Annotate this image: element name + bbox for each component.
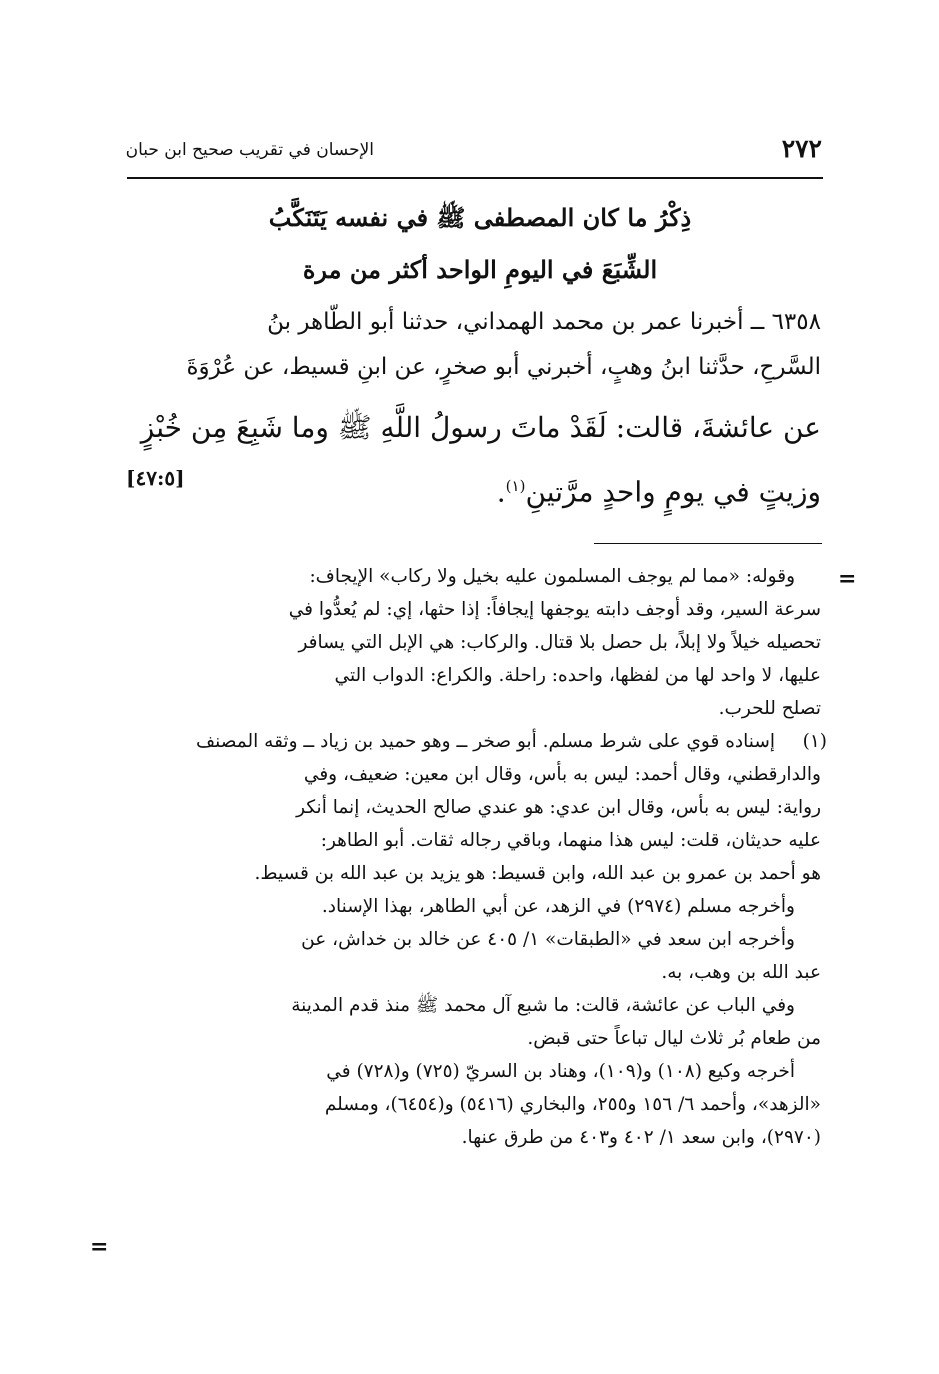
running-header-title: الإحسان في تقريب صحيح ابن حبان [125, 140, 374, 160]
matn-line-1: عن عائشةَ، قالت: لَقَدْ ماتَ رسولُ اللَّهِ ﷺ وما شَبِعَ مِن خُبْزٍ [140, 411, 821, 444]
chapter-heading [180, 192, 780, 296]
footnote-line: أخرجه وكيع (١٠٨) و(١٠٩)، وهناد بن السريّ (٧٢٥) و(٧٢٨) في [326, 1061, 795, 1082]
footnote-line: عليها، لا واحد لها من لفظها، واحده: راحلة. والكراع: الدواب التي [334, 665, 821, 686]
footnote-line: عبد الله بن وهب، به. [661, 962, 821, 983]
footnote-line: وقوله: «مما لم يوجف المسلمون عليه بخيل ولا ركاب» الإيجاف: [309, 566, 795, 587]
footnote-line: تحصيله خيلاً ولا إبلاً، بل حصل بلا قتال. والركاب: هي الإبل التي يسافر [298, 632, 821, 653]
matn-line-2 [121, 458, 821, 520]
volume-reference: [٤٧:٥] [126, 466, 185, 490]
footnote-line: من طعام بُر ثلاث ليال تباعاً حتى قبض. [527, 1028, 821, 1049]
chapter-heading-line-1: ذِكْرُ ما كان المصطفى ﷺ في نفسه يَتَنَكَّبُ [268, 203, 692, 232]
footnote-paragraph-bab [121, 989, 821, 1055]
header-divider [127, 177, 823, 179]
chapter-heading-line-2: الشِّبَعَ في اليومِ الواحد أكثر من مرة [302, 255, 658, 284]
matn-line-2-text: وزيتٍ في يومٍ واحدٍ مرَّتينِ [525, 475, 821, 509]
footnotes-section [121, 560, 827, 1154]
footnote-1 [121, 725, 827, 890]
footnote-line: (٢٩٧٠)، وابن سعد ١/ ٤٠٢ و٤٠٣ من طرق عنها. [461, 1127, 821, 1148]
continued-footnote [121, 560, 821, 725]
isnad-line-1: ٦٣٥٨ ــ أخبرنا عمر بن محمد الهمداني، حدثنا أبو الطّاهر بنُ [267, 309, 821, 335]
footnote-line: سرعة السير، وقد أوجف دابته يوجفها إيجافاً: إذا حثها، إي: لم يُعدُّوا في [288, 599, 821, 620]
footnote-paragraph-takhrij [121, 1055, 821, 1154]
continuation-mark-bottom: = [90, 1234, 109, 1260]
isnad-line-2: السَّرحِ، حدَّثنا ابنُ وهبٍ، أخبرني أبو صخرٍ، عن ابنِ قسيط، عن عُرْوَةَ [186, 354, 821, 380]
footnote-line: رواية: ليس به بأس، وقال ابن عدي: هو عندي صالح الحديث، إنما أنكر [296, 797, 821, 818]
footnote-line: «الزهد»، وأحمد ٦/ ١٥٦ و٢٥٥، والبخاري (٥٤١٦) و(٦٤٥٤)، ومسلم [324, 1094, 821, 1115]
footnote-line: عليه حديثان، قلت: ليس هذا منهما، وباقي رجاله ثقات. أبو الطاهر: [320, 830, 821, 851]
footnote-paragraph-muslim: وأخرجه مسلم (٢٩٧٤) في الزهد، عن أبي الطاهر، بهذا الإسناد. [321, 896, 795, 917]
footnote-line: هو أحمد بن عمرو بن عبد الله، وابن قسيط: هو يزيد بن عبد الله بن قسيط. [254, 863, 821, 884]
footnote-marker: (١) [505, 477, 526, 495]
footnote-line: تصلح للحرب. [718, 698, 821, 719]
footnote-line: وأخرجه ابن سعد في «الطبقات» ١/ ٤٠٥ عن خالد بن خداش، عن [301, 929, 795, 950]
footnote-paragraph-ibn-saad [121, 923, 821, 989]
continuation-mark-top: = [838, 566, 857, 592]
footnote-1-number: (١) [802, 731, 827, 752]
footnote-line: إسناده قوي على شرط مسلم. أبو صخر ــ وهو حميد بن زياد ــ وثقه المصنف [196, 731, 775, 752]
matn-end-dot: . [496, 475, 506, 509]
page-number: ٢٧٢ [781, 134, 822, 163]
footnote-line: وفي الباب عن عائشة، قالت: ما شبع آل محمد ﷺ منذ قدم المدينة [291, 995, 795, 1016]
footnote-divider [594, 543, 822, 544]
footnote-line: والدارقطني، وقال أحمد: ليس به بأس، وقال ابن معين: ضعيف، وفي [303, 764, 821, 785]
